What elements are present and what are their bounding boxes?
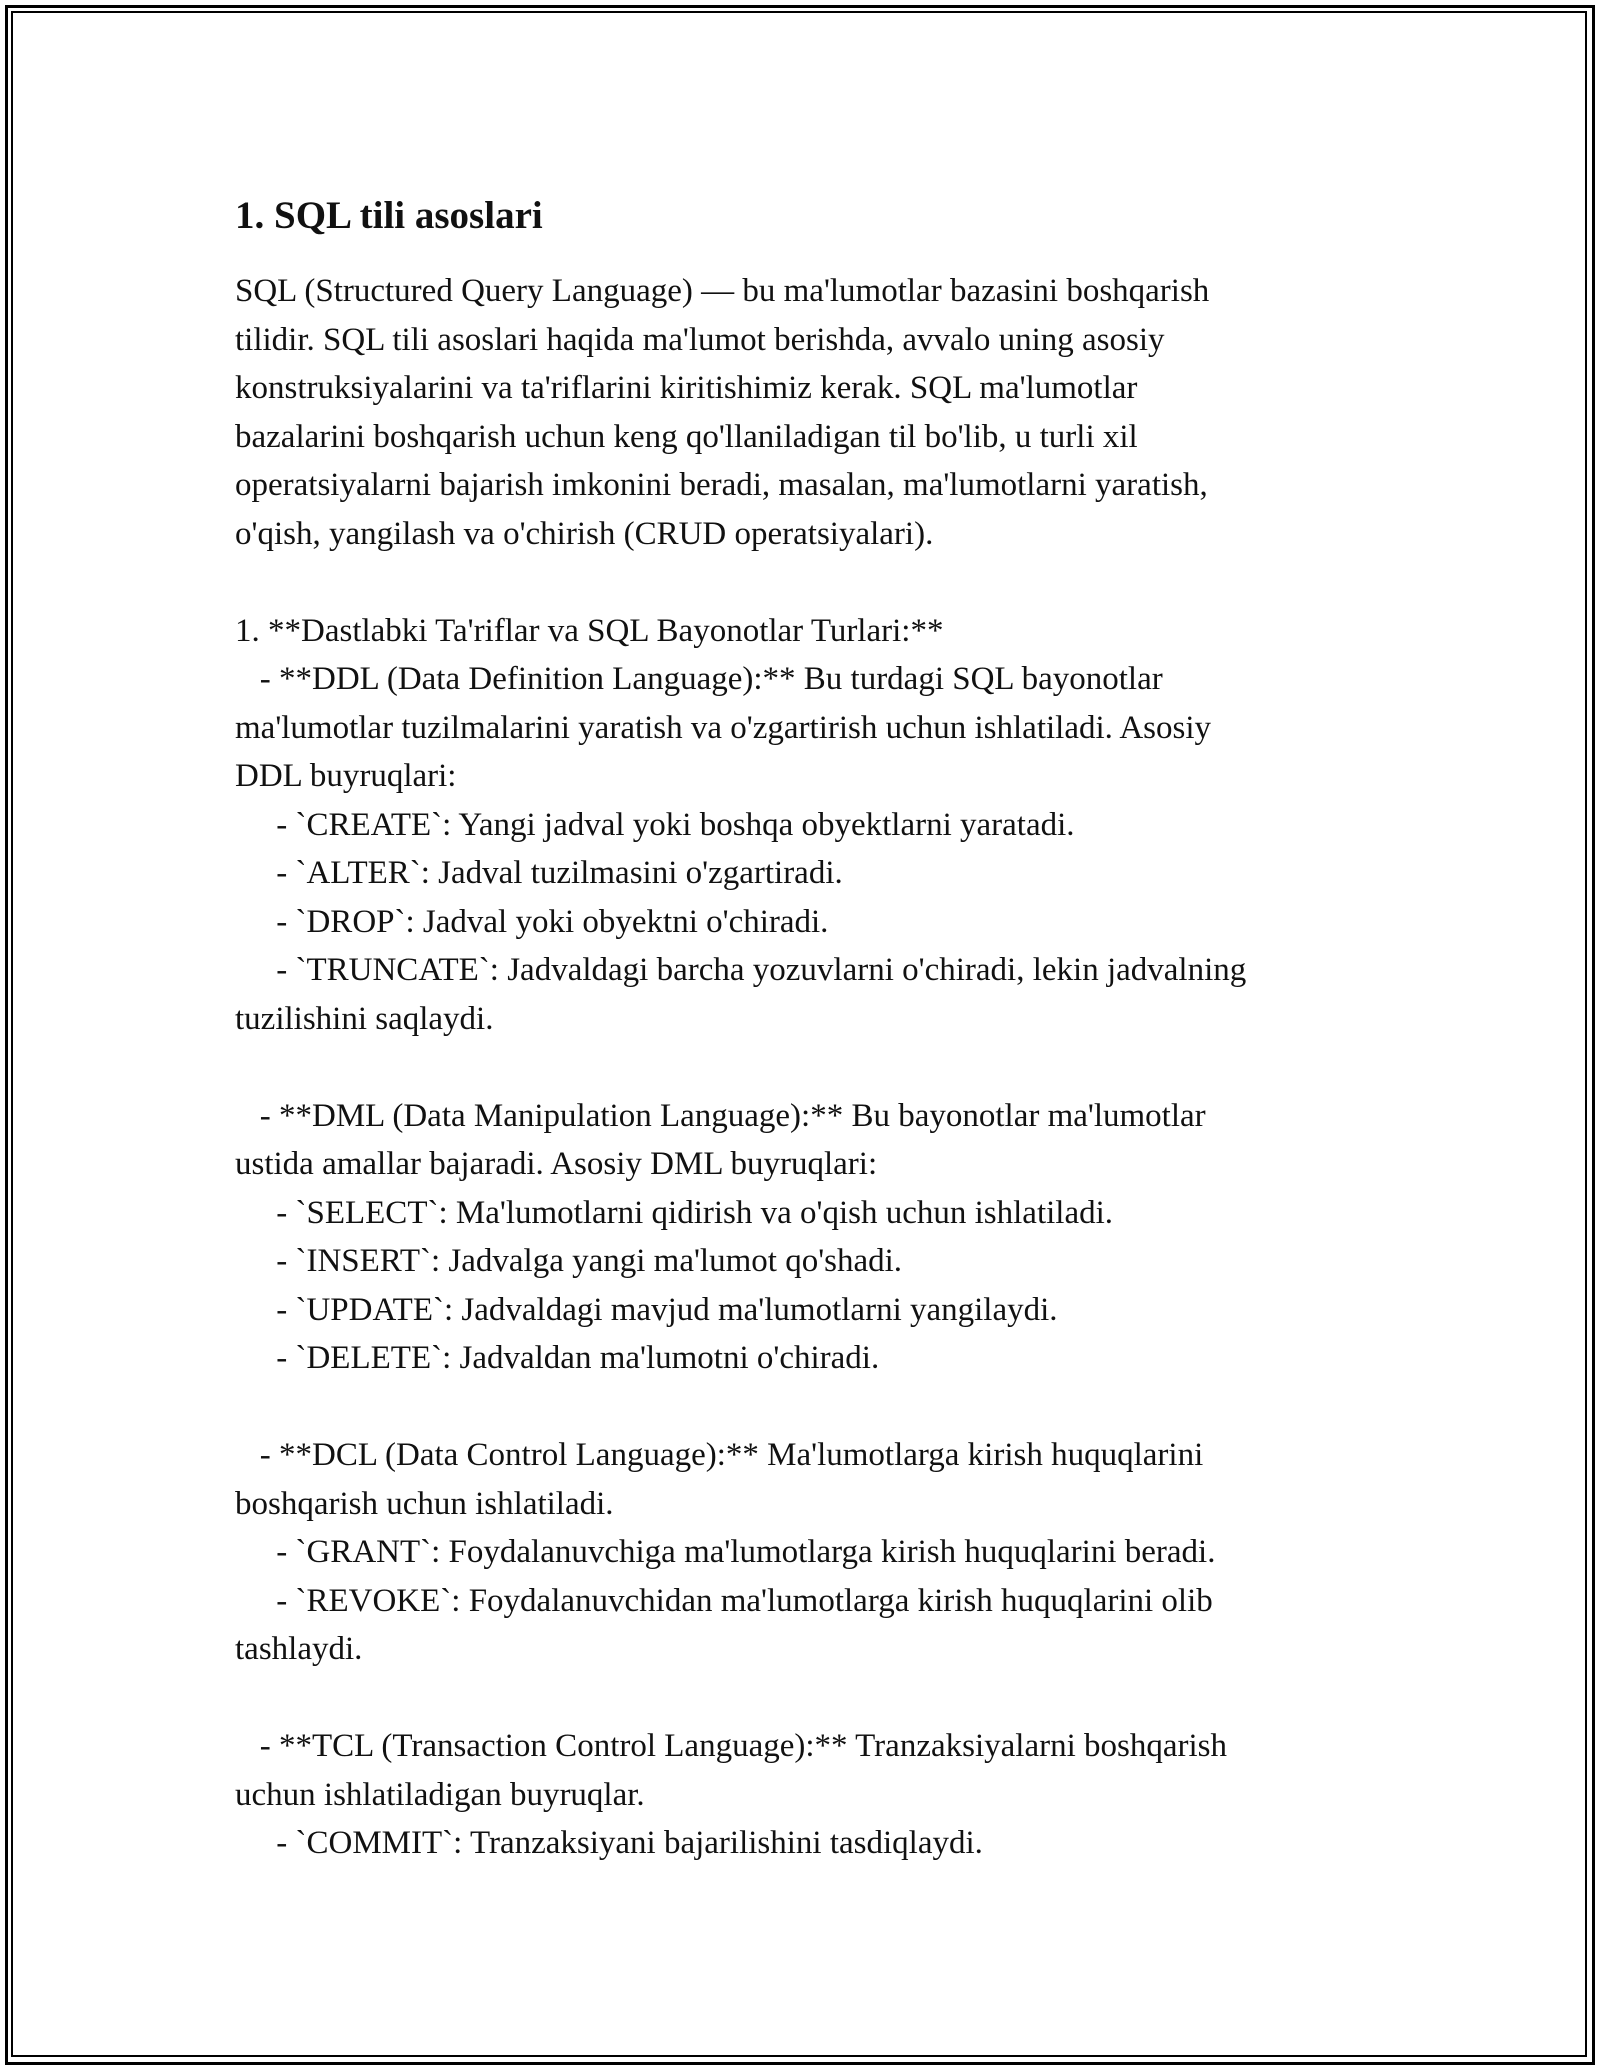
text-line: - **DML (Data Manipulation Language):** Bu bayonotlar ma'lumotlar <box>235 1097 1206 1134</box>
text-line: - `UPDATE`: Jadvaldagi mavjud ma'lumotlarni yangilaydi. <box>235 1291 1058 1328</box>
text-line: - `SELECT`: Ma'lumotlarni qidirish va o'qish uchun ishlatiladi. <box>235 1194 1114 1231</box>
text-line: 1. **Dastlabki Ta'riflar va SQL Bayonotlar Turlari:** <box>235 612 944 649</box>
blank-line <box>235 1674 1385 1723</box>
text-line: - `INSERT`: Jadvalga yangi ma'lumot qo'shadi. <box>235 1243 903 1279</box>
text-line: - `DROP`: Jadval yoki obyektni o'chiradi. <box>235 903 829 940</box>
text-line: boshqarish uchun ishlatiladi. <box>235 1485 614 1522</box>
text-line: - `DELETE`: Jadvaldan ma'lumotni o'chiradi. <box>235 1340 880 1376</box>
page-title: 1. SQL tili asoslari <box>235 194 543 237</box>
text-line: bazalarini boshqarish uchun keng qo'llaniladigan til bo'lib, u turli xil <box>235 418 1138 455</box>
text-line: - `ALTER`: Jadval tuzilmasini o'zgartiradi. <box>235 855 843 891</box>
text-line: - `TRUNCATE`: Jadvaldagi barcha yozuvlarni o'chiradi, lekin jadvalning <box>235 952 1247 988</box>
text-line: ma'lumotlar tuzilmalarini yaratish va o'zgartirish uchun ishlatiladi. Asosiy <box>235 709 1212 746</box>
text-line: - **DCL (Data Control Language):** Ma'lumotlarga kirish huquqlarini <box>235 1437 1204 1473</box>
text-line: konstruksiyalarini va ta'riflarini kiritishimiz kerak. SQL ma'lumotlar <box>235 370 1138 406</box>
text-line: uchun ishlatiladigan buyruqlar. <box>235 1776 645 1813</box>
blank-line <box>235 1383 1385 1432</box>
text-line: tashlaydi. <box>235 1631 363 1667</box>
text-line: SQL (Structured Query Language) — bu ma'lumotlar bazasini boshqarish <box>235 273 1210 309</box>
text-line: - `CREATE`: Yangi jadval yoki boshqa obyektlarni yaratadi. <box>235 806 1075 843</box>
text-line: operatsiyalarni bajarish imkonini beradi, masalan, ma'lumotlarni yaratish, <box>235 467 1208 503</box>
text-line: - `COMMIT`: Tranzaksiyani bajarilishini tasdiqlaydi. <box>235 1825 983 1861</box>
blank-line <box>235 558 1385 607</box>
text-line: - `REVOKE`: Foydalanuvchidan ma'lumotlarga kirish huquqlarini olib <box>235 1582 1213 1619</box>
text-line: - **TCL (Transaction Control Language):** Tranzaksiyalarni boshqarish <box>235 1728 1227 1764</box>
text-line: ustida amallar bajaradi. Asosiy DML buyruqlari: <box>235 1146 878 1182</box>
text-line: - `GRANT`: Foydalanuvchiga ma'lumotlarga kirish huquqlarini beradi. <box>235 1534 1216 1570</box>
document-body <box>235 267 1385 1868</box>
text-line: - **DDL (Data Definition Language):** Bu turdagi SQL bayonotlar <box>235 661 1163 697</box>
text-line: tilidir. SQL tili asoslari haqida ma'lumot berishda, avvalo uning asosiy <box>235 321 1165 358</box>
blank-line <box>235 1043 1385 1092</box>
text-line: DDL buyruqlari: <box>235 758 457 794</box>
text-line: tuzilishini saqlaydi. <box>235 1000 494 1037</box>
text-line: o'qish, yangilash va o'chirish (CRUD operatsiyalari). <box>235 515 934 552</box>
